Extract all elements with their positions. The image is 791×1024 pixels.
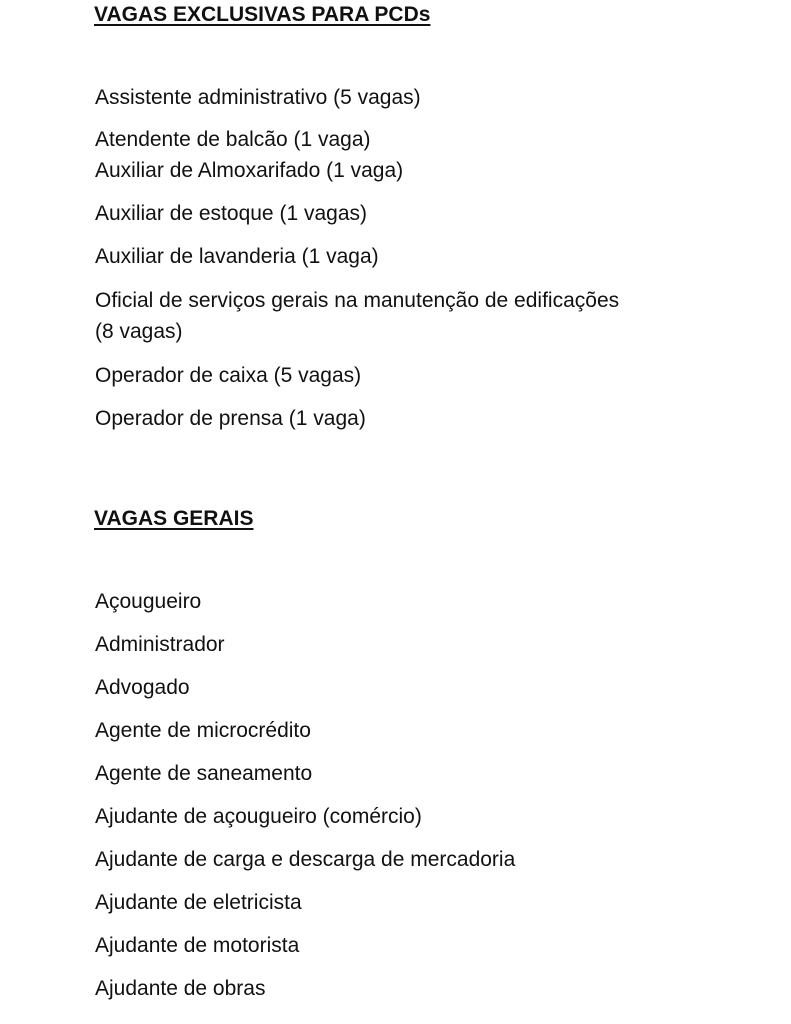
list-item: Auxiliar de lavanderia (1 vaga) xyxy=(95,245,379,268)
section-title-gerais: VAGAS GERAIS xyxy=(94,507,254,530)
list-item: Ajudante de carga e descarga de mercadoria xyxy=(95,848,516,871)
list-item: Auxiliar de estoque (1 vagas) xyxy=(95,202,367,225)
list-item: Ajudante de açougueiro (comércio) xyxy=(95,805,422,828)
list-item: Agente de microcrédito xyxy=(95,719,311,742)
list-item: Açougueiro xyxy=(95,590,202,613)
list-item: Agente de saneamento xyxy=(95,762,313,785)
list-item: Operador de caixa (5 vagas) xyxy=(95,364,362,387)
list-item: Administrador xyxy=(95,633,225,656)
list-item: Auxiliar de Almoxarifado (1 vaga) xyxy=(95,159,404,182)
list-item: Ajudante de eletricista xyxy=(95,891,302,914)
list-item: Assistente administrativo (5 vagas) xyxy=(95,86,421,109)
list-item-continuation: (8 vagas) xyxy=(95,320,183,343)
list-item: Oficial de serviços gerais na manutenção de edificações xyxy=(95,289,620,312)
list-item: Atendente de balcão (1 vaga) xyxy=(95,128,371,151)
section-title-pcd: VAGAS EXCLUSIVAS PARA PCDs xyxy=(94,3,431,26)
list-item: Ajudante de obras xyxy=(95,977,266,1000)
list-item: Advogado xyxy=(95,676,190,699)
list-item: Operador de prensa (1 vaga) xyxy=(95,407,366,430)
list-item: Ajudante de motorista xyxy=(95,934,300,957)
